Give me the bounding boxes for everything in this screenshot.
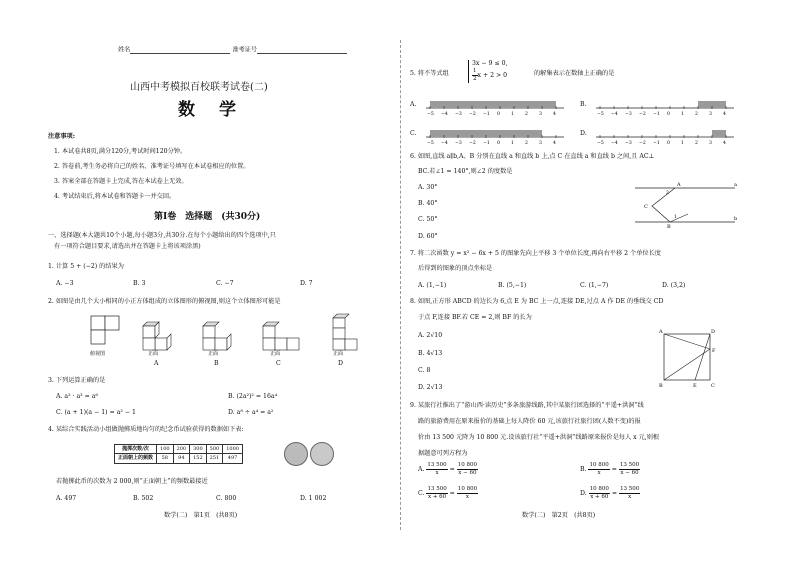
fig-label-line-a: a [734,182,737,188]
top-view-label: 俯视图 [90,351,106,357]
q2-option: C [276,360,281,367]
q9-option-b: B. $\frac{10 800}{x}$ = $\frac{13 500}{x - 60}$ [580,462,640,476]
tick-label: −1 [653,141,660,146]
table-cell: 正面朝上的频数 [115,454,157,463]
fig-label-d: D [711,329,716,335]
tick-label: 2 [525,112,528,117]
tick-label: 2 [695,141,698,146]
q6-figure [630,180,740,230]
q6-option: C. 50° [418,216,438,223]
table-row [115,445,243,454]
note-item: 3. 答案全部在答题卡上完成,答在本试卷上无效。 [54,178,188,185]
section-title: 第Ⅰ卷 选择题 (共30分) [154,212,261,222]
table-cell: 251 [206,454,223,463]
tick-label: 4 [723,141,726,146]
right-footer: 数学(二) 第2页 (共8页) [522,512,596,519]
tick-label: −1 [483,141,490,146]
tick-label: 2 [525,141,528,146]
q5-stem-pre: 5. 将不等式组 [410,70,449,77]
q1-option: D. 7 [300,280,313,287]
q4-stem: 4. 某综合实践活动小组做抛掷质地均匀的纪念币试验获得的数据如下表: [48,426,244,433]
q9-stem: 路的旅游费用在原来报价的基础上每人降价 60 元,该旅行社旅行团(人数不变)的报 [418,418,641,425]
q9-option-d: D. $\frac{10 800}{x + 60}$ = $\frac{13 500}{x}$ [580,486,640,500]
q7-option: B. (5,−1) [498,282,527,289]
right-page [410,0,750,562]
tick-label: −2 [639,141,646,146]
option-a-figure [143,322,171,350]
exam-id-line [257,46,347,54]
tick-label: −4 [441,112,448,117]
q1-option: C. −7 [216,280,234,287]
q1-stem: 1. 计算 5 + (−2) 的结果为 [48,263,124,270]
q3-stem: 3. 下列运算正确的是 [48,377,106,384]
tick-label: 4 [553,141,556,146]
tick-label: −1 [483,112,490,117]
table-cell: 300 [190,445,207,454]
front-label: 正面 [208,351,219,357]
top-view-figure [91,316,119,344]
name-field [118,46,347,54]
q7-stem: 7. 将二次函数 y = x² − 6x + 5 的图象先向上平移 3 个单位长度,再向右平移 2 个单位长度 [410,250,661,257]
fig-label-e: E [693,383,697,389]
q8-option: C. 8 [418,367,431,374]
front-label: 正面 [270,351,281,357]
tick-label: 3 [539,112,542,117]
number-line-c [426,130,564,146]
table-cell: 200 [173,445,190,454]
left-page [48,0,390,562]
note-item: 1. 本试卷共8页,满分120分,考试时间120分钟。 [54,148,187,155]
coin-images [284,442,334,469]
tick-label: 0 [497,112,500,117]
q4-option: C. 800 [216,495,237,502]
q3-option: D. a⁸ ÷ a⁴ = a² [228,409,274,416]
solution-region [430,101,556,108]
q2-stem: 2. 如图是由几个大小相同的小正方体组成的立体图形的俯视图,则这个立体图形可能是 [48,298,281,305]
fig-label-line-b: b [734,216,738,222]
fig-label-b-point: B [667,224,671,230]
exam-id-label: 准考证号 [232,46,258,54]
q5-ineq-2 [472,68,508,83]
note-item: 4. 考试结束后,将本试卷和答题卡一并交回。 [54,193,176,200]
q6-option: B. 40° [418,200,438,207]
tick-label: −1 [653,112,660,117]
tick-label: −2 [639,112,646,117]
q4-option: D. 1 002 [300,495,327,502]
option-b-figure [203,322,231,350]
q2-option: B [214,360,219,367]
tick-label: −4 [611,112,618,117]
q2-option: D [338,360,343,367]
q8-figure [654,326,720,390]
front-label: 正面 [148,351,159,357]
tick-label: 3 [539,141,542,146]
q4-option: B. 502 [133,495,154,502]
tick-label: −5 [427,112,434,117]
q5-option: C. [410,130,417,137]
q9-option-a: A. $\frac{13 500}{x}$ = $\frac{10 800}{x - 60}$ [418,462,478,476]
q7-option: C. (1,−7) [580,282,609,289]
fig-label-c-point: C [644,204,648,210]
tick-label: −4 [611,141,618,146]
table-cell: 152 [190,454,207,463]
q8-stem: 于点 F,连接 BF.若 CE = 2,则 BF 的长为 [418,314,532,321]
section-instructions: 一、选择题(本大题共10个小题,每小题3分,共30分.在每个小题给出的四个选项中,只 [48,232,276,239]
table-cell: 100 [157,445,174,454]
tick-label: 0 [497,141,500,146]
table-cell: 497 [223,454,243,463]
q6-stem: 6. 如图,直线 a∥b,A、B 分别在直线 a 和直线 b 上,点 C 在直线 a 和直线 b 之间,且 AC⊥ [410,153,655,160]
tick-label: −2 [469,112,476,117]
q2-option: A [154,360,159,367]
tick-label: −3 [455,112,462,117]
q9-stem: 9. 某旅行社推出了“游山西·读历史”多条旅游线路,其中某旅行团选择的“平遥+洪洞”线 [410,402,644,409]
tick-label: −3 [455,141,462,146]
frac-num: 1 [473,67,477,74]
exam-title: 山西中考模拟百校联考试卷(二) [130,82,268,93]
q5-stem-post: 的解集表示在数轴上正确的是 [534,70,615,77]
tick-label: −5 [597,112,604,117]
q4-option: A. 497 [56,495,77,502]
note-item: 2. 答卷前,考生务必将自己的姓名、准考证号填写在本试卷相应的位置。 [54,163,250,170]
name-line [130,46,230,54]
table-cell: 500 [206,445,223,454]
number-line-d [596,130,734,146]
tick-label: 1 [511,112,514,117]
q5-system [468,60,508,83]
coin-back-image [310,442,334,466]
front-label: 正面 [333,351,344,357]
q8-stem: 8. 如图,正方形 ABCD 的边长为 6,点 E 为 BC 上一点,连接 DE,过点 A 作 DE 的垂线交 CD [410,298,664,305]
tick-label: −5 [427,141,434,146]
q7-option: A. (1,−1) [418,282,447,289]
coin-front-image [284,442,308,466]
fig-label-c: C [711,383,715,389]
fig-label-b: B [659,383,663,389]
fig-label-angle-2: 2 [666,191,669,196]
name-label: 姓名 [118,46,131,54]
table-cell: 94 [173,454,190,463]
q5-option: B. [580,101,587,108]
fig-label-angle-1: 1 [674,215,677,220]
tick-label: −4 [441,141,448,146]
q5-option: D. [580,130,587,137]
tick-label: 3 [709,112,712,117]
fig-label-a: A [659,329,663,335]
q1-option: A. −3 [56,280,74,287]
section-instructions: 有一项符合题目要求,请选出并在答题卡上将该项涂黑) [54,243,201,250]
q6-option: A. 30° [418,184,438,191]
q8-option: B. 4√13 [418,350,443,357]
table-cell: 抛掷次数/次 [115,445,157,454]
q1-option: B. 3 [133,280,146,287]
q9-stem: 价由 13 500 元降为 10 800 元.设该旅行社“平遥+洪洞”线路原来报价是每人 x 元,则根 [418,434,660,441]
tick-label: −5 [597,141,604,146]
q9-stem: 据题意可列方程为 [418,450,468,457]
q9-option-c: C. $\frac{13 500}{x + 60}$ = $\frac{10 800}{x}$ [418,486,478,500]
table-cell: 1000 [223,445,243,454]
q2-figures [88,312,388,370]
frac-den: 2 [473,75,477,82]
fig-label-f: F [712,348,716,354]
table-row [115,454,243,463]
q6-option: D. 60° [418,233,438,240]
tick-label: 0 [667,112,670,117]
page-divider [400,40,402,530]
tick-label: −3 [625,112,632,117]
solution-region [712,130,726,137]
tick-label: 0 [667,141,670,146]
q8-option: A. 2√10 [418,332,443,339]
q4-frequency-table [114,444,243,464]
notes-heading: 注意事项: [48,133,76,140]
tick-label: 1 [681,112,684,117]
tick-label: 4 [723,112,726,117]
fig-label-a-point: A [677,182,681,188]
tick-label: 4 [553,112,556,117]
q8-option: D. 2√13 [418,384,443,391]
option-c-figure [263,322,299,350]
subject-title: 数学 [178,100,260,120]
q5-ineq-2-rest: x + 2 > 0 [477,71,508,79]
option-d-figure [333,314,357,350]
number-line-a [426,101,564,117]
left-footer: 数学(二) 第1页 (共8页) [164,512,238,519]
tick-label: 3 [709,141,712,146]
q3-option: C. (a + 1)(a − 1) = a² − 1 [56,409,136,416]
q3-option: A. a² · a³ = a⁶ [56,393,98,400]
tick-label: −2 [469,141,476,146]
tick-label: −3 [625,141,632,146]
q3-option: B. (2a²)² = 16a⁴ [228,393,278,400]
number-line-b [596,101,734,117]
q5-ineq-1: 3x − 9 ≤ 0, [472,60,508,67]
q7-option: D. (3,2) [662,282,686,289]
table-cell: 58 [157,454,174,463]
tick-label: 1 [681,141,684,146]
tick-label: 1 [511,141,514,146]
q5-option: A. [410,101,417,108]
q4-follow: 若抛掷此币的次数为 2 000,则“正面朝上”的频数最接近 [56,478,208,485]
q6-stem: BC.若∠1 = 140°,则∠2 的度数是 [418,168,513,175]
tick-label: 2 [695,112,698,117]
q7-stem: 后得到的图象的顶点坐标是 [418,265,493,272]
